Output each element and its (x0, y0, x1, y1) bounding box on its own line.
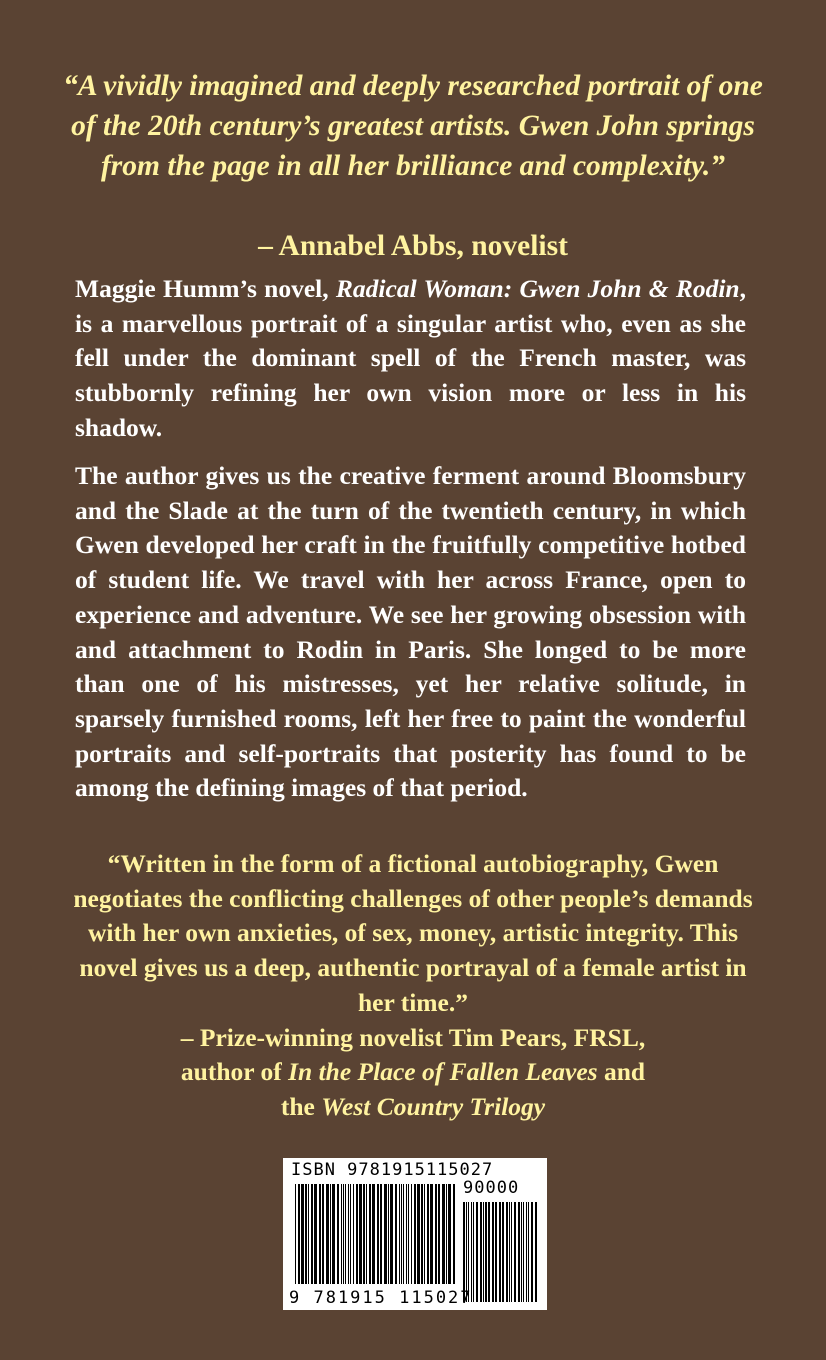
blurb-paragraph-2: The author gives us the creative ferment around Bloomsbury and the Slade at the turn of the twentieth century, in which Gwen developed her craft in the fruitfully competitive hotbed of student life. We travel with her across France, open to experience and adventure. We see her growing obsession with and attachment to Rodin in Paris. She longed to be more than one of his mistresses, yet her relative solitude, in sparsely furnished rooms, left her free to paint the wonderful portraits and self-portraits that posterity has found to be among the defining images of that period. (75, 461, 746, 803)
barcode-bar (384, 1184, 387, 1284)
barcode-bar (348, 1184, 349, 1284)
author-of-label: author of (180, 1057, 289, 1087)
addon-bar (511, 1202, 512, 1302)
barcode-bar (353, 1184, 354, 1284)
barcode-bar (298, 1184, 300, 1284)
blurb-1-rest: , is a marvellous portrait of a singular artist who, even as she fell under the dominant spell of the French master, was stubbornly refining her own vision more or less in his shadow. (75, 274, 746, 442)
barcode-bar (390, 1184, 393, 1284)
quote-pears-text: “Written in the form of a fictional autobiography, Gwen negotiates the conflicting challenges of other people’s demands with her own anxieties, of sex, money, artistic integrity. This novel gives us a deep, authentic portrayal of a female artist in her time.” (73, 849, 753, 1017)
and-label: and (597, 1057, 646, 1087)
addon-bar (514, 1202, 516, 1302)
price-code: 90000 (463, 1178, 520, 1198)
barcode-bar (401, 1184, 402, 1284)
isbn-barcode (283, 1158, 547, 1310)
the-label: the (280, 1091, 322, 1121)
barcode-bar (343, 1184, 344, 1284)
addon-bar (495, 1202, 497, 1302)
barcode-bar (377, 1184, 379, 1284)
addon-bar (506, 1202, 508, 1302)
addon-bar (523, 1202, 524, 1302)
addon-bar (502, 1202, 504, 1302)
addon-bar (492, 1202, 494, 1302)
barcode-bar (411, 1184, 412, 1284)
pears-book-2: West Country Trilogy (321, 1091, 546, 1121)
review-quote-pears (60, 847, 766, 1125)
barcode-bar (408, 1184, 409, 1284)
barcode-bar (372, 1184, 375, 1284)
barcode-bar (322, 1184, 324, 1284)
barcode-bar (442, 1184, 445, 1284)
barcode-bar (359, 1184, 362, 1284)
barcode-bar (369, 1184, 371, 1284)
review-quote-abbs (60, 66, 766, 186)
barcode-bar (403, 1184, 404, 1284)
barcode-bar (301, 1184, 304, 1284)
barcode-bar (448, 1184, 451, 1284)
addon-bar (473, 1202, 474, 1302)
barcode-bar (424, 1184, 425, 1284)
barcode-bar (417, 1184, 420, 1284)
blurb-1-intro: Maggie Humm’s novel, (75, 274, 336, 303)
barcode-bar (350, 1184, 351, 1284)
quote-pears-credit-2 (60, 1090, 766, 1125)
quote-abbs-text: “A vividly imagined and deeply researched portrait of one of the 20th century’s greatest artists. Gwen John springs from the page in all her brilliance and complexity.” (63, 70, 763, 182)
barcode-bar (332, 1184, 335, 1284)
barcode-bar (366, 1184, 367, 1284)
addon-bar (531, 1202, 533, 1302)
barcode-bar (345, 1184, 346, 1284)
addon-bar (483, 1202, 484, 1302)
barcode-bar (427, 1184, 429, 1284)
addon-bar (509, 1202, 510, 1302)
addon-bar (535, 1202, 537, 1302)
barcode-bar (314, 1184, 317, 1284)
addon-bar (471, 1202, 472, 1302)
addon-bar (499, 1202, 501, 1302)
quote-pears-credit-1 (60, 1055, 766, 1090)
barcode-bar (446, 1184, 447, 1284)
addon-bar (528, 1202, 529, 1302)
barcode-bar (356, 1184, 358, 1284)
barcode-bar (430, 1184, 433, 1284)
barcode-bar (295, 1184, 296, 1284)
barcode-bar (421, 1184, 423, 1284)
addon-bar (468, 1202, 469, 1302)
quote-abbs-attribution: – Annabel Abbs, novelist (258, 230, 568, 262)
barcode-bar (341, 1184, 342, 1284)
addon-bar (480, 1202, 482, 1302)
addon-bar (485, 1202, 487, 1302)
pears-book-1: In the Place of Fallen Leaves (288, 1057, 598, 1087)
barcode-bar (435, 1184, 437, 1284)
barcode-bar (305, 1184, 307, 1284)
addon-bar (476, 1202, 478, 1302)
barcode-bar (438, 1184, 440, 1284)
barcode-bar (414, 1184, 416, 1284)
barcode-bar (395, 1184, 397, 1284)
book-title: Radical Woman: Gwen John & Rodin (335, 274, 740, 303)
barcode-bar (326, 1184, 329, 1284)
barcode-bar (330, 1184, 331, 1284)
barcode-bar (311, 1184, 313, 1284)
barcode-bar (388, 1184, 389, 1284)
addon-bar (488, 1202, 490, 1302)
barcode-bar (380, 1184, 382, 1284)
isbn-label: ISBN 9781915115027 (291, 1160, 494, 1180)
barcode-bar (363, 1184, 365, 1284)
quote-pears-attribution: – Prize-winning novelist Tim Pears, FRSL, (180, 1022, 646, 1052)
barcode-bar (453, 1184, 455, 1284)
barcode-bar (319, 1184, 321, 1284)
addon-bar (518, 1202, 520, 1302)
barcode-bar (406, 1184, 407, 1284)
addon-bar (466, 1202, 467, 1302)
barcode-bar (308, 1184, 309, 1284)
addon-bar (521, 1202, 522, 1302)
addon-bar (526, 1202, 527, 1302)
barcode-bar (399, 1184, 400, 1284)
blurb-paragraph-1 (75, 272, 746, 446)
barcode-bar (337, 1184, 339, 1284)
addon-bar (463, 1202, 465, 1302)
barcode-digits: 9 781915 115027 (289, 1288, 473, 1308)
